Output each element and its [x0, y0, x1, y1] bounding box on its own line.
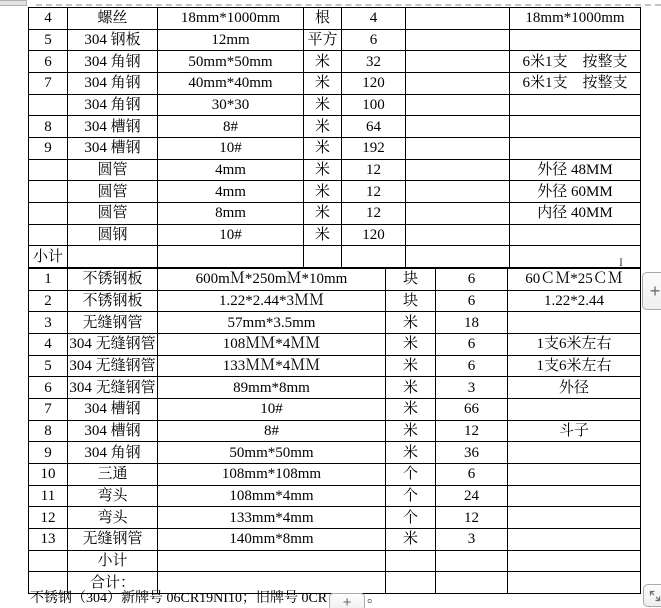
table-row	[29, 507, 641, 529]
table-cell[interactable]: 57mm*3.5mm	[158, 312, 386, 334]
table-cell[interactable]: 2	[29, 290, 68, 312]
table-cell[interactable]: 304 角钢	[68, 442, 158, 464]
table-cell[interactable]: 304 角钢	[68, 51, 158, 73]
table-cell[interactable]	[406, 224, 510, 246]
table-cell[interactable]: 7	[29, 72, 68, 94]
table-cell[interactable]: 米	[386, 398, 436, 420]
table-cell[interactable]: 600mＭ*250mＭ*10mm	[158, 269, 386, 291]
table-cell[interactable]: 100	[342, 94, 406, 116]
table-cell[interactable]: 三通	[68, 463, 158, 485]
footnote-text	[30, 589, 381, 608]
table-cell[interactable]: 8	[29, 116, 68, 138]
table-cell[interactable]: 133ＭＭ*4ＭＭ	[158, 355, 386, 377]
table-cell[interactable]: 无缝钢管	[68, 528, 158, 550]
table-row	[29, 72, 641, 94]
table-cell[interactable]	[29, 159, 68, 181]
table-cell[interactable]: 弯头	[68, 507, 158, 529]
table-cell[interactable]: 5	[29, 355, 68, 377]
table-row	[29, 398, 641, 420]
table-cell[interactable]: 3	[436, 377, 508, 399]
table-cell[interactable]	[406, 72, 510, 94]
table-cell[interactable]: 4	[342, 8, 406, 30]
table-cell[interactable]	[158, 246, 304, 268]
table-row	[29, 269, 641, 291]
materials-table-upper	[28, 7, 641, 268]
table-cell[interactable]: 13	[29, 528, 68, 550]
table-cell[interactable]: 108mm*4mm	[158, 485, 386, 507]
table-cell[interactable]: 6	[436, 290, 508, 312]
table-row	[29, 202, 641, 224]
table-cell[interactable]: 50mm*50mm	[158, 51, 304, 73]
table-cell[interactable]	[406, 29, 510, 51]
table-row	[29, 116, 641, 138]
table-cell[interactable]: 304 无缝钢管	[68, 355, 158, 377]
table-cell[interactable]: 18	[436, 312, 508, 334]
table-cell[interactable]: 304 钢板	[68, 29, 158, 51]
table-row	[29, 550, 641, 572]
table-cell[interactable]: 圆管	[68, 159, 158, 181]
table-cell[interactable]	[406, 159, 510, 181]
table-cell[interactable]: 6米1支 按整支	[510, 51, 641, 73]
table-row	[29, 94, 641, 116]
table-row	[29, 355, 641, 377]
table-cell[interactable]: 8#	[158, 420, 386, 442]
table-cell[interactable]: 个	[386, 507, 436, 529]
table-cell[interactable]: 12	[436, 507, 508, 529]
table-cell[interactable]: 1支6米左右	[508, 333, 641, 355]
add-row-button[interactable]	[642, 272, 661, 310]
page-break-dashed-line	[36, 4, 661, 6]
table-cell[interactable]: 螺丝	[68, 8, 158, 30]
table-cell[interactable]	[29, 202, 68, 224]
table-cell[interactable]: 304 无缝钢管	[68, 377, 158, 399]
table-cell[interactable]	[508, 507, 641, 529]
table-cell[interactable]: 140mm*8mm	[158, 528, 386, 550]
table-cell[interactable]: 10	[29, 463, 68, 485]
table-cell[interactable]	[68, 246, 158, 268]
table-cell[interactable]	[304, 246, 342, 268]
table-row	[29, 246, 641, 268]
plus-icon: +	[649, 280, 661, 301]
plus-icon: +	[342, 594, 352, 608]
table-row	[29, 159, 641, 181]
table-cell[interactable]	[510, 29, 641, 51]
table-cell[interactable]: 9	[29, 442, 68, 464]
table-cell[interactable]: 5	[29, 29, 68, 51]
table-cell[interactable]: 40mm*40mm	[158, 72, 304, 94]
table-cell[interactable]	[406, 116, 510, 138]
table-row	[29, 463, 641, 485]
table-cell[interactable]: 12	[342, 181, 406, 203]
table-row	[29, 137, 641, 159]
table-cell[interactable]: 根	[304, 8, 342, 30]
table-cell[interactable]	[386, 550, 436, 572]
table-row	[29, 8, 641, 30]
table-cell[interactable]: 10#	[158, 137, 304, 159]
table-cell[interactable]: 4mm	[158, 181, 304, 203]
table-cell[interactable]: 弯头	[68, 485, 158, 507]
table-cell[interactable]: 12	[342, 202, 406, 224]
table-cell[interactable]: 50mm*50mm	[158, 442, 386, 464]
table-cell[interactable]: 外径 48MM	[510, 159, 641, 181]
table-cell[interactable]: 7	[29, 398, 68, 420]
table-cell[interactable]: 米	[304, 181, 342, 203]
table-row	[29, 51, 641, 73]
table-cell[interactable]	[508, 550, 641, 572]
table-row	[29, 29, 641, 51]
table-cell[interactable]	[29, 181, 68, 203]
table-cell[interactable]: 米	[386, 312, 436, 334]
table-cell[interactable]: 小计	[68, 550, 158, 572]
table-cell[interactable]: 133mm*4mm	[158, 507, 386, 529]
table-cell[interactable]: 米	[304, 202, 342, 224]
table-cell[interactable]: 6	[342, 29, 406, 51]
table-cell[interactable]: 6	[29, 51, 68, 73]
table-cell[interactable]: 304 无缝钢管	[68, 333, 158, 355]
table-row	[29, 181, 641, 203]
table-row	[29, 420, 641, 442]
table-cell[interactable]: 12	[436, 420, 508, 442]
table-cell[interactable]: 6	[436, 463, 508, 485]
table-cell[interactable]: 89mm*8mm	[158, 377, 386, 399]
table-cell[interactable]: 米	[304, 94, 342, 116]
table-row	[29, 290, 641, 312]
table-cell[interactable]	[406, 51, 510, 73]
table-cell[interactable]: 4	[29, 8, 68, 30]
table-cell[interactable]: 平方	[304, 29, 342, 51]
table-cell[interactable]: 6	[436, 333, 508, 355]
table-cell[interactable]	[508, 572, 641, 594]
table-cell[interactable]: 米	[386, 420, 436, 442]
table-cell[interactable]: 30*30	[158, 94, 304, 116]
table-cell[interactable]	[406, 202, 510, 224]
table-cell[interactable]	[406, 246, 510, 268]
table-row	[29, 224, 641, 246]
table-cell[interactable]: 1	[29, 269, 68, 291]
table-cell[interactable]: 18mm*1000mm	[158, 8, 304, 30]
table-cell[interactable]: 米	[304, 72, 342, 94]
table-cell[interactable]	[406, 8, 510, 30]
table-cell[interactable]: 斗子	[508, 420, 641, 442]
table-cell[interactable]	[406, 181, 510, 203]
table-cell[interactable]: 6	[436, 355, 508, 377]
table-cell[interactable]: 8#	[158, 116, 304, 138]
table-cell[interactable]: 不锈钢板	[68, 269, 158, 291]
table-cell[interactable]: 36	[436, 442, 508, 464]
table-cell[interactable]: 304 角钢	[68, 94, 158, 116]
table-cell[interactable]: 12	[342, 159, 406, 181]
table-cell[interactable]: 12	[29, 507, 68, 529]
table-cell[interactable]: 304 角钢	[68, 72, 158, 94]
table-cell[interactable]: 米	[386, 442, 436, 464]
table-cell[interactable]: 6	[436, 269, 508, 291]
table-cell[interactable]: 米	[304, 159, 342, 181]
table-cell[interactable]: 6	[29, 377, 68, 399]
table-cell[interactable]: 24	[436, 485, 508, 507]
inline-add-button[interactable]	[329, 593, 365, 608]
table-cell[interactable]	[29, 94, 68, 116]
table-cell[interactable]: 不锈钢板	[68, 290, 158, 312]
table-cell[interactable]: 4	[29, 333, 68, 355]
table-cell[interactable]: 192	[342, 137, 406, 159]
table-cell[interactable]: 个	[386, 485, 436, 507]
table-cell[interactable]	[510, 94, 641, 116]
resize-diagonal-icon	[648, 589, 661, 603]
table-cell[interactable]: 108mm*108mm	[158, 463, 386, 485]
table-cell[interactable]	[436, 550, 508, 572]
materials-table-lower	[28, 268, 641, 594]
table-cell[interactable]: 304 槽钢	[68, 398, 158, 420]
table-cell[interactable]: 块	[386, 269, 436, 291]
table-cell[interactable]: 个	[386, 463, 436, 485]
table-cell[interactable]	[406, 94, 510, 116]
table-cell[interactable]: 60ＣＭ*25ＣＭ	[508, 269, 641, 291]
table-row	[29, 442, 641, 464]
table-cell[interactable]	[508, 312, 641, 334]
table-cell[interactable]: 圆管	[68, 202, 158, 224]
table-cell[interactable]: 10#	[158, 224, 304, 246]
table-cell[interactable]	[342, 246, 406, 268]
table-cell[interactable]: 块	[386, 290, 436, 312]
table-cell[interactable]: 12mm	[158, 29, 304, 51]
table-cell[interactable]: 304 槽钢	[68, 116, 158, 138]
table-row	[29, 377, 641, 399]
table-cell[interactable]: 304 槽钢	[68, 137, 158, 159]
table-cell[interactable]: 内径 40MM	[510, 202, 641, 224]
table-cell[interactable]: 小计	[29, 246, 68, 268]
table-cell[interactable]: 圆钢	[68, 224, 158, 246]
footnote-before: 不锈钢（304）新牌号 06CR19NI10；旧牌号 0CR	[30, 591, 328, 606]
table-cell[interactable]	[508, 485, 641, 507]
table-cell[interactable]: 米	[304, 51, 342, 73]
table-cell[interactable]: 外径	[508, 377, 641, 399]
table-cell[interactable]: 8	[29, 420, 68, 442]
table-cell[interactable]: 120	[342, 224, 406, 246]
table-cell[interactable]: 10#	[158, 398, 386, 420]
table-cell[interactable]: 米	[386, 355, 436, 377]
table-cell[interactable]: 合计：	[68, 572, 158, 594]
table-cell[interactable]	[508, 442, 641, 464]
table-cell[interactable]: 米	[304, 137, 342, 159]
table-cell[interactable]: 1.22*2.44*3ＭＭ	[158, 290, 386, 312]
table-cell[interactable]	[510, 224, 641, 246]
table-cell[interactable]	[508, 528, 641, 550]
table-cell[interactable]: 9	[29, 137, 68, 159]
table-cell[interactable]: 米	[386, 333, 436, 355]
table-cell[interactable]: 66	[436, 398, 508, 420]
table-cell[interactable]: 11	[29, 485, 68, 507]
table-cell[interactable]: 米	[386, 528, 436, 550]
table-row	[29, 485, 641, 507]
table-cell[interactable]	[158, 550, 386, 572]
table-cell[interactable]: 108ＭＭ*4ＭＭ	[158, 333, 386, 355]
table-cell[interactable]: 1.22*2.44	[508, 290, 641, 312]
ibeam-cursor: I	[619, 255, 623, 269]
table-cell[interactable]	[508, 463, 641, 485]
table-cell[interactable]: 无缝钢管	[68, 312, 158, 334]
table-row	[29, 312, 641, 334]
table-cell[interactable]: 120	[342, 72, 406, 94]
footnote-after: 。	[367, 591, 382, 606]
table-cell[interactable]	[510, 137, 641, 159]
table-cell[interactable]: 4mm	[158, 159, 304, 181]
table-cell[interactable]: 3	[29, 312, 68, 334]
table-cell[interactable]	[436, 572, 508, 594]
table-cell[interactable]	[386, 572, 436, 594]
table-cell[interactable]	[508, 398, 641, 420]
table-cell[interactable]	[29, 550, 68, 572]
table-cell[interactable]: 304 槽钢	[68, 420, 158, 442]
table-cell[interactable]	[29, 224, 68, 246]
table-cell[interactable]: 圆管	[68, 181, 158, 203]
table-cell[interactable]: 米	[304, 116, 342, 138]
table-cell[interactable]: 32	[342, 51, 406, 73]
table-row	[29, 333, 641, 355]
table-cell[interactable]: 外径 60MM	[510, 181, 641, 203]
table-cell[interactable]: 18mm*1000mm	[510, 8, 641, 30]
table-row	[29, 528, 641, 550]
table-cell[interactable]	[406, 137, 510, 159]
table-cell[interactable]	[510, 116, 641, 138]
table-cell[interactable]: 1支6米左右	[508, 355, 641, 377]
table-cell[interactable]: 米	[304, 224, 342, 246]
table-cell[interactable]: 8mm	[158, 202, 304, 224]
table-cell[interactable]: 米	[386, 377, 436, 399]
expand-table-button[interactable]	[643, 584, 661, 607]
table-cell[interactable]: 6米1支 按整支	[510, 72, 641, 94]
table-cell[interactable]: 3	[436, 528, 508, 550]
page-corner-mark	[0, 0, 27, 6]
table-cell[interactable]: 64	[342, 116, 406, 138]
